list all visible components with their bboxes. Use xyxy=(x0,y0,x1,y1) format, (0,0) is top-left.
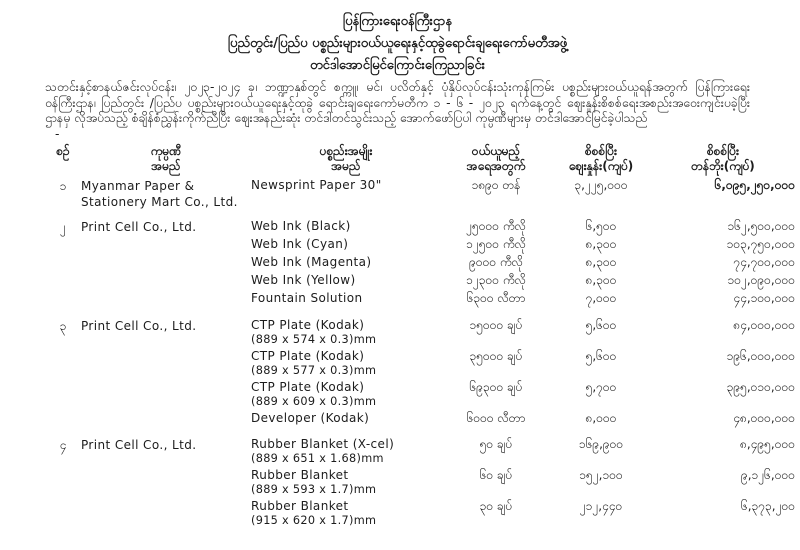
unit-price: ၅,၆၀၀ xyxy=(585,348,617,363)
total-value: ၁၆၂,၅၀၀,၀၀၀ xyxy=(727,218,795,233)
row-number: ၂ xyxy=(60,219,66,234)
quantity: ၆၀၀၀ လီတာ xyxy=(466,410,526,425)
unit-price: ၈,၀၀၀ xyxy=(585,410,617,425)
quantity: ၆၉၃၀၀ ချပ် xyxy=(469,379,523,394)
unit-price: ၅,၆၀၀ xyxy=(585,317,617,332)
item-name: CTP Plate (Kodak) (889 x 574 x 0.3)mm xyxy=(251,318,441,347)
total-value: ၄၈,၀၀၀,၀၀၀ xyxy=(733,410,795,425)
total-value: ၃၉၅,၀၁၀,၀၀၀ xyxy=(726,379,795,394)
item-name: Web Ink (Magenta) xyxy=(251,254,372,269)
unit-price: ၈,၃၀၀ xyxy=(585,254,617,269)
table-row xyxy=(251,437,795,466)
intro-paragraph: သတင်းနှင့်စာနယ်ဇင်းလုပ်ငန်း၊ ၂၀၂၃-၂၀၂၄ ခု၊ ဘဏ္ဍာနှစ်တွင် စက္ကူ၊ မင်၊ ပလိတ်နှင့် ပုံနှိပ်လုပ်ငန်းသုံးကုန်ကြမ်း ပစ္စည်းများဝယ်ယူရန်အတွက် ပြန်ကြားရေးဝန်ကြီးဌာန၊ ပြည်တွင်း /ပြည်ပ ပစ္စည်းများဝယ်ယူရေးနှင့်ထုခွဲ ရောင်းချရေးကော်မတီက ၁ - ၆ - ၂၀၂၃ ရက်နေ့တွင် ဈေးနှုန်းစိစစ်ရေးအစည်းအဝေးကျင်းပခဲ့ပြီး ဌာနမှ လိုအပ်သည့် စံချိန်စံညွှန်းကိုက်ညီပြီး ဈေးအနည်းဆုံး တင်ဒါတင်သွင်းသည့် အောက်ဖော်ပြပါ ကုမ္ပဏီများမှ တင်ဒါအောင်မြင်ခဲ့ပါသည် xyxy=(45,80,750,125)
header-value: စိစစ်ပြီး တန်ဘိုး(ကျပ်) xyxy=(691,143,755,173)
table-row-group xyxy=(45,218,795,309)
item-name: CTP Plate (Kodak) (889 x 609 x 0.3)mm xyxy=(251,380,441,409)
table-row xyxy=(251,349,795,378)
item-spec: (889 x 651 x 1.68)mm xyxy=(251,451,384,465)
quantity: ၆၃၀၀ လီတာ xyxy=(466,290,526,305)
table-row-group xyxy=(45,177,795,210)
quantity: ၆၀ ချပ် xyxy=(479,467,513,482)
table-row xyxy=(251,273,795,288)
header-serial: စဉ် xyxy=(56,143,70,158)
quantity: ၉၀၀၀ ကီလို xyxy=(469,254,523,269)
quantity: ၁၂၃၀၀ ကီလို xyxy=(466,272,526,287)
intro-dash: - xyxy=(55,126,60,141)
unit-price: ၅,၇၀၀ xyxy=(585,379,617,394)
total-value: ၆,၀၉၅,၂၅၀,၀၀၀ xyxy=(714,177,795,192)
total-value: ၈၄,၀၀၀,၀၀၀ xyxy=(733,317,795,332)
quantity: ၂၅၀၀၀ ကီလို xyxy=(466,218,526,233)
committee-title: ပြည်တွင်း/ပြည်ပ ပစ္စည်းများဝယ်ယူရေးနှင့်ထုခွဲရောင်းချရေးကော်မတီအဖွဲ့ xyxy=(227,36,568,51)
company-name: Print Cell Co., Ltd. xyxy=(81,219,197,234)
item-name: Newsprint Paper 30" xyxy=(251,177,382,192)
table-row xyxy=(251,255,795,270)
total-value: ၁၉၆,၀၀၀,၀၀၀ xyxy=(726,348,795,363)
item-name: Web Ink (Yellow) xyxy=(251,272,356,287)
announcement-title: တင်ဒါအောင်မြင်ကြောင်းကြေညာခြင်း xyxy=(310,58,485,73)
total-value: ၆,၃၇၃,၂၀၀ xyxy=(740,498,795,513)
table-row xyxy=(251,411,795,426)
table-row xyxy=(251,219,795,234)
quantity: ၁၂၅၀၀ ကီလို xyxy=(466,236,526,251)
unit-price: ၁၆၉,၉၀၀ xyxy=(578,436,624,451)
company-name: Myanmar Paper & Stationery Mart Co., Ltd. xyxy=(81,178,238,209)
item-spec: (889 x 577 x 0.3)mm xyxy=(251,363,377,377)
total-value: ၉,၁၂၆,၀၀၀ xyxy=(740,467,795,482)
unit-price: ၇,၀၀၀ xyxy=(585,290,617,305)
total-value: ၈,၄၉၅,၀၀၀ xyxy=(740,436,795,451)
item-name: Web Ink (Black) xyxy=(251,218,351,233)
row-number: ၁ xyxy=(59,178,67,193)
item-spec: (889 x 574 x 0.3)mm xyxy=(251,332,377,346)
header-company: ကုမ္ပဏီ အမည် xyxy=(150,143,182,173)
unit-price: ၃,၂၂၅,၀၀၀ xyxy=(574,177,628,192)
item-name: Rubber Blanket (915 x 620 x 1.7)mm xyxy=(251,499,441,528)
table-row xyxy=(251,237,795,252)
total-value: ၇၄,၇၀၀,၀၀၀ xyxy=(733,254,795,269)
company-name: Print Cell Co., Ltd. xyxy=(81,437,197,452)
table-row xyxy=(251,468,795,497)
item-spec: (915 x 620 x 1.7)mm xyxy=(251,513,377,527)
table-row xyxy=(251,178,795,193)
table-row xyxy=(251,291,795,306)
item-spec: (889 x 609 x 0.3)mm xyxy=(251,394,377,408)
item-name: Developer (Kodak) xyxy=(251,410,370,425)
company-name: Print Cell Co., Ltd. xyxy=(81,318,197,333)
quantity: ၃၀ ချပ် xyxy=(479,498,513,513)
header-price: စိစစ်ပြီး ဈေးနှုန်း(ကျပ်) xyxy=(568,143,634,173)
table-row-group xyxy=(45,436,795,530)
row-number: ၄ xyxy=(59,437,67,452)
unit-price: ၈,၃၀၀ xyxy=(585,272,617,287)
unit-price: ၂၁၂,၄၄၀ xyxy=(579,498,623,513)
item-name: Rubber Blanket (X-cel) (889 x 651 x 1.68)mm xyxy=(251,437,441,466)
item-name: CTP Plate (Kodak) (889 x 577 x 0.3)mm xyxy=(251,349,441,378)
tender-results-table xyxy=(45,143,795,530)
table-row-group xyxy=(45,317,795,428)
quantity: ၁၈၉၀ တန် xyxy=(471,177,521,192)
item-name: Web Ink (Cyan) xyxy=(251,236,349,251)
row-number: ၃ xyxy=(59,318,67,333)
unit-price: ၆,၅၀၀ xyxy=(585,218,617,233)
total-value: ၁၀၂,၀၉၀,၀၀၀ xyxy=(727,272,795,287)
header-quantity: ဝယ်ယူမည့် အရေအတွက် xyxy=(466,143,526,173)
header-item: ပစ္စည်းအမျိုး အမည် xyxy=(319,143,373,173)
total-value: ၁၀၃,၇၅၀,၀၀၀ xyxy=(726,236,795,251)
quantity: ၃၅၀၀၀ ချပ် xyxy=(469,348,523,363)
item-name: Fountain Solution xyxy=(251,290,363,305)
unit-price: ၈,၃၀၀ xyxy=(585,236,617,251)
table-row xyxy=(251,318,795,347)
item-spec: (889 x 593 x 1.7)mm xyxy=(251,482,377,496)
item-name: Rubber Blanket (889 x 593 x 1.7)mm xyxy=(251,468,441,497)
quantity: ၁၅၀၀၀ ချပ် xyxy=(469,317,523,332)
document-heading xyxy=(45,12,750,75)
quantity: ၅၀ ချပ် xyxy=(479,436,513,451)
unit-price: ၁၅၂,၁၀၀ xyxy=(579,467,623,482)
ministry-title: ပြန်ကြားရေးဝန်ကြီးဌာန xyxy=(342,14,453,29)
total-value: ၄၄,၁၀၀,၀၀၀ xyxy=(733,290,795,305)
table-row xyxy=(251,380,795,409)
table-header-row xyxy=(45,143,755,174)
table-row xyxy=(251,499,795,528)
